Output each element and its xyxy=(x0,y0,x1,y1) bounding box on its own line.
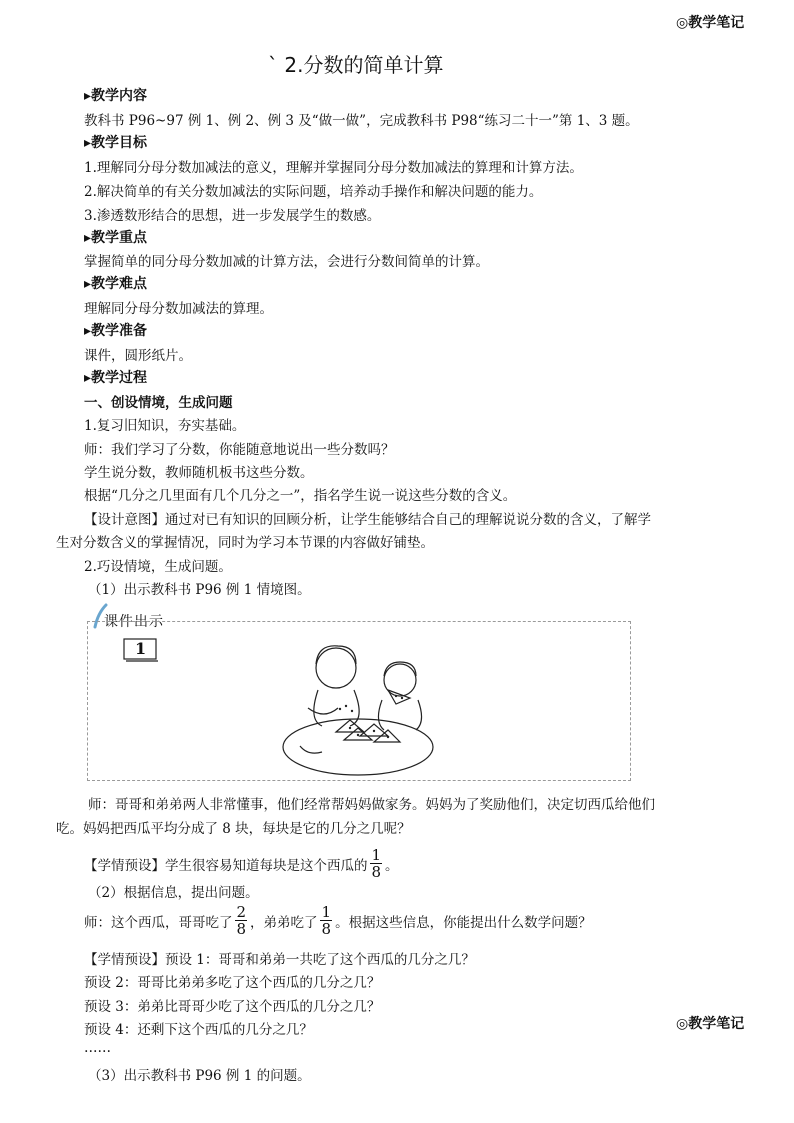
dialogue-line-2: 吃。妈妈把西瓜平均分成了 8 块，每块是它的几分之几呢？ xyxy=(56,821,411,837)
fraction-one-eighth xyxy=(370,847,384,880)
prediction-end: 。 xyxy=(385,857,399,874)
preset-4: 预设 4：还剩下这个西瓜的几分之几？ xyxy=(84,1022,313,1038)
design-intent-line-1: 【设计意图】通过对已有知识的回顾分析，让学生能够结合自己的理解说说分数的含义，了解学 xyxy=(84,512,651,528)
section-heading-process: ▸教学过程 xyxy=(84,370,148,386)
process-line-2: 师：我们学习了分数，你能随意地说出一些分数吗？ xyxy=(84,442,395,458)
design-intent-line-2: 生对分数含义的掌握情况，同时为学习本节课的内容做好铺垫。 xyxy=(56,535,434,551)
fraction-numerator: 1 xyxy=(371,846,382,864)
preset-3: 预设 3：弟弟比哥哥少吃了这个西瓜的几分之几？ xyxy=(84,999,381,1015)
section-heading-prep: ▸教学准备 xyxy=(84,323,148,339)
section-heading-difficulty: ▸教学难点 xyxy=(84,276,148,292)
teacher-question-a: 师：这个西瓜，哥哥吃了 xyxy=(84,914,233,931)
section-heading-content: ▸教学内容 xyxy=(84,88,148,104)
difficulty-text: 理解同分母分数加减法的算理。 xyxy=(84,301,273,317)
teacher-question-b: ，弟弟吃了 xyxy=(250,914,318,931)
goal-2: 2.解决简单的有关分数加减法的实际问题，培养动手操作和解决问题的能力。 xyxy=(84,184,543,200)
ellipsis: …… xyxy=(84,1040,111,1056)
teacher-question xyxy=(84,904,592,937)
goal-3: 3.渗透数形结合的思想，进一步发展学生的数感。 xyxy=(84,208,381,224)
step-1-heading: 一、创设情境，生成问题 xyxy=(84,395,233,411)
step-2-line: （2）根据信息，提出问题。 xyxy=(88,885,259,901)
fraction-one-eighth-b xyxy=(320,904,334,937)
prediction-line-1 xyxy=(84,847,399,880)
content-text: 教科书 P96~97 例 1、例 2、例 3 及“做一做”，完成教科书 P98“练习二十一”第 1、3 题。 xyxy=(84,113,639,129)
dialogue-line-1: 师：哥哥和弟弟两人非常懂事，他们经常帮妈妈做家务。妈妈为了奖励他们，决定切西瓜给他们 xyxy=(88,797,655,813)
goal-1: 1.理解同分母分数加减法的意义，理解并掌握同分母分数加减法的算理和计算方法。 xyxy=(84,160,583,176)
fraction-denominator: 8 xyxy=(371,863,382,881)
section-heading-key: ▸教学重点 xyxy=(84,230,148,246)
example-number: 1 xyxy=(135,639,147,658)
process-line-6: 2.巧设情境，生成问题。 xyxy=(84,559,232,575)
teaching-notes-label: ◎教学笔记 xyxy=(676,15,745,31)
process-line-3: 学生说分数，教师随机板书这些分数。 xyxy=(84,465,314,481)
teacher-question-c: 。根据这些信息，你能提出什么数学问题？ xyxy=(335,914,592,931)
fraction-numerator: 1 xyxy=(321,903,332,921)
page-title: ` 2.分数的简单计算 xyxy=(268,53,444,77)
step-3-line: （3）出示教科书 P96 例 1 的问题。 xyxy=(88,1068,311,1084)
key-text: 掌握简单的同分母分数加减的计算方法，会进行分数间简单的计算。 xyxy=(84,254,489,270)
preset-2: 预设 2：哥哥比弟弟多吃了这个西瓜的几分之几？ xyxy=(84,975,381,991)
prep-text: 课件，圆形纸片。 xyxy=(84,348,192,364)
fraction-numerator: 2 xyxy=(236,903,247,921)
fraction-two-eighths xyxy=(235,904,249,937)
preset-1: 【学情预设】预设 1：哥哥和弟弟一共吃了这个西瓜的几分之几？ xyxy=(84,952,475,968)
fraction-denominator: 8 xyxy=(236,920,247,938)
example-badge xyxy=(122,636,158,660)
teaching-notes-label-bottom: ◎教学笔记 xyxy=(676,1016,745,1032)
process-line-1: 1.复习旧知识，夯实基础。 xyxy=(84,418,246,434)
watermelon-scene-image xyxy=(278,630,438,778)
section-heading-goals: ▸教学目标 xyxy=(84,135,148,151)
courseware-label: 课件出示 xyxy=(104,614,164,630)
process-line-7: （1）出示教科书 P96 例 1 情境图。 xyxy=(88,582,311,598)
fraction-denominator: 8 xyxy=(321,920,332,938)
prediction-text: 【学情预设】学生很容易知道每块是这个西瓜的 xyxy=(84,857,368,874)
process-line-4: 根据“几分之几里面有几个几分之一”，指名学生说一说这些分数的含义。 xyxy=(84,488,517,504)
